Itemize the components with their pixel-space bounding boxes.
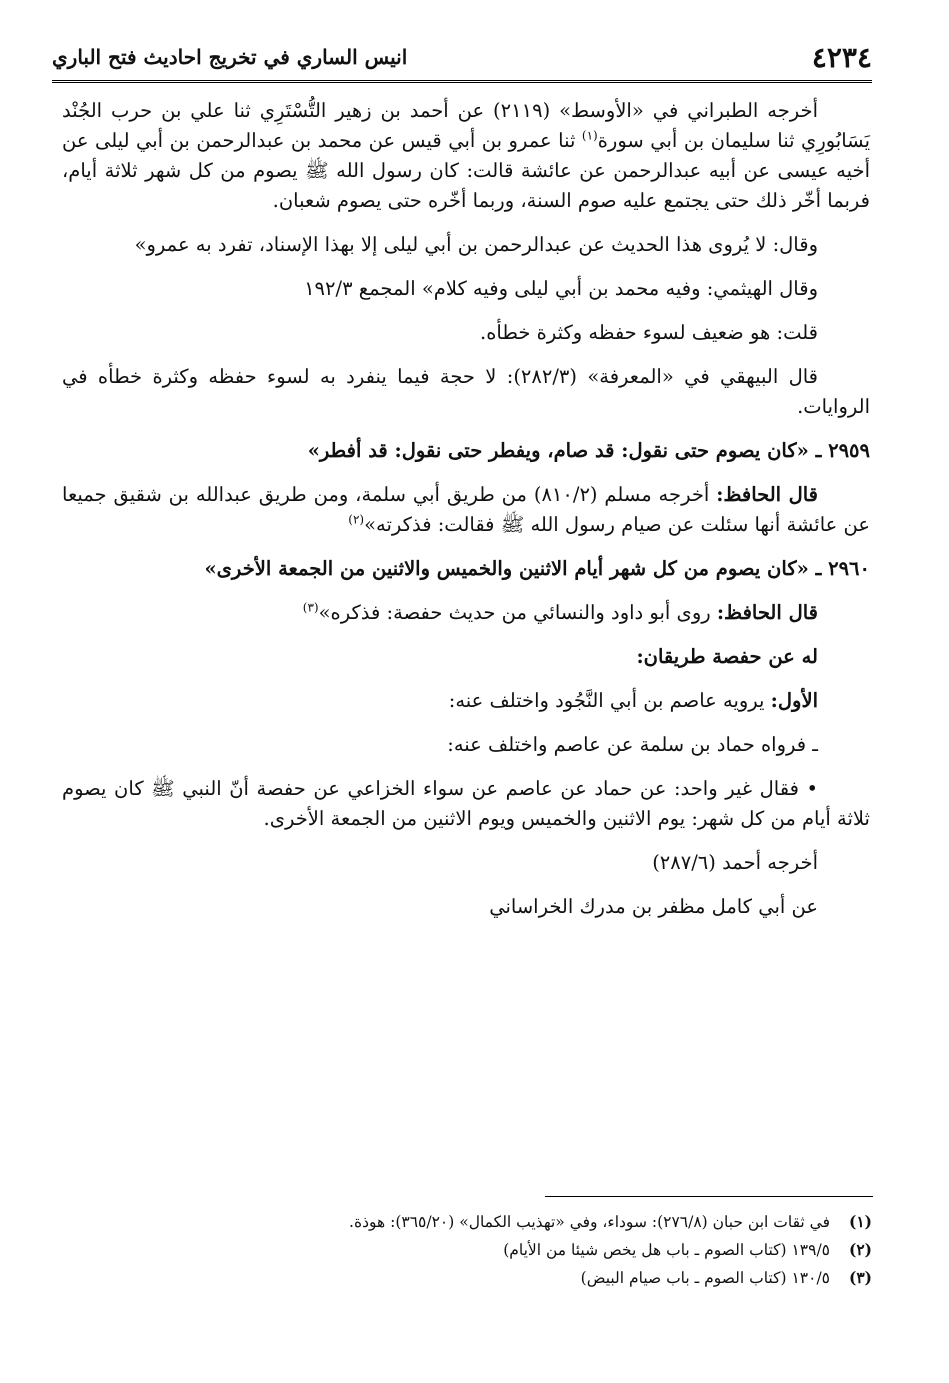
footnote-ref-3: (٣) [302,600,319,615]
running-title: انيس الساري في تخريج احاديث فتح الباري [52,45,408,69]
footnote-2 [120,1236,872,1264]
hafiz-label: قال الحافظ: [716,483,819,506]
page-header [52,34,872,83]
paragraph-note: قلت: هو ضعيف لسوء حفظه وكثرة خطأه. [480,321,818,344]
paragraph-hafiz-2959 [62,480,870,540]
paragraph-hammad: ـ فرواه حماد بن سلمة عن عاصم واختلف عنه: [447,733,818,756]
paragraph-ghayr-wahid: • فقال غير واحد: عن حماد عن عاصم عن سواء الخزاعي عن حفصة أنّ النبي ﷺ كان يصوم ثلاثة أيام من كل شهر: يوم الاثنين والخميس ويوم الاثنين من الجمعة الأخرى. [62,777,870,830]
footnote-3 [120,1264,872,1292]
footnote-ref-2: (٢) [348,512,365,527]
paragraph-text: روى أبو داود والنسائي من حديث حفصة: فذكره» [318,601,717,624]
first-label: الأول: [770,689,818,712]
hadith-heading-2959: ٢٩٥٩ ـ «كان يصوم حتى نقول: قد صام، ويفطر حتى نقول: قد أفطر» [307,439,870,462]
paragraph-abu-kamil: عن أبي كامل مظفر بن مدرك الخراساني [489,895,818,918]
footnote-number: (١) [848,1212,872,1231]
hafiz-label: قال الحافظ: [716,601,818,624]
paragraph-tabarani-comment: وقال: لا يُروى هذا الحديث عن عبدالرحمن بن أبي ليلى إلا بهذا الإسناد، تفرد به عمرو» [134,233,818,256]
footnote-number: (٢) [848,1240,872,1259]
footnote-separator [545,1196,873,1197]
paragraph-haythami: وقال الهيثمي: وفيه محمد بن أبي ليلى وفيه كلام» المجمع ١٩٢/٣ [304,277,818,300]
footnotes [120,1208,872,1292]
footnote-text: ١٣٩/٥ (كتاب الصوم ـ باب هل يخص شيئا من الأيام) [503,1241,830,1259]
paragraph-hafiz-2960 [62,598,870,628]
paragraph-ahmad: أخرجه أحمد (٢٨٧/٦) [652,851,818,874]
footnote-ref-1: (١) [581,128,598,143]
paragraph-bayhaqi: قال البيهقي في «المعرفة» (٢٨٢/٣): لا حجة فيما ينفرد به لسوء حفظه وكثرة خطأه في الروايات. [62,365,870,418]
main-text [62,96,870,936]
subheading-two-routes: له عن حفصة طريقان: [636,645,818,668]
paragraph-tabarani [62,96,870,216]
paragraph-text-cont: ثنا عمرو بن أبي قيس عن محمد بن عبدالرحمن بن أبي ليلى عن أخيه عيسى عن أبيه عبدالرحمن عن عائشة قالت: كان رسول الله ﷺ يصوم من كل شهر ثلاثة أيام، فربما أخّر ذلك حتى يجتمع عليه صوم السنة، وربما أخّره حتى يصوم شعبان. [62,129,870,212]
footnote-text: ١٣٠/٥ (كتاب الصوم ـ باب صيام البيض) [580,1269,830,1287]
footnote-text: في ثقات ابن حبان (٢٧٦/٨): سوداء، وفي «تهذيب الكمال» (٣٦٥/٢٠): هوذة. [349,1213,830,1231]
footnote-number: (٣) [848,1268,872,1287]
hadith-heading-2960: ٢٩٦٠ ـ «كان يصوم من كل شهر أيام الاثنين والخميس والاثنين من الجمعة الأخرى» [204,557,870,580]
paragraph-text: أخرجه مسلم (٨١٠/٢) من طريق أبي سلمة، ومن طريق عبدالله بن شقيق جميعا عن عائشة أنها سئلت عن صيام رسول الله ﷺ فقالت: فذكرته» [62,483,870,536]
page-number: ٤٢٣٤ [811,40,872,74]
footnote-1 [120,1208,872,1236]
paragraph-first-route [62,686,870,716]
paragraph-text: يرويه عاصم بن أبي النَّجُود واختلف عنه: [448,689,771,712]
paragraph-text: أخرجه الطبراني في «الأوسط» (٢١١٩) عن أحمد بن زهير التُّسْتَرِي ثنا علي بن حرب الجُنْد يَسَابُورِي ثنا سليمان بن أبي سورة [62,99,871,152]
